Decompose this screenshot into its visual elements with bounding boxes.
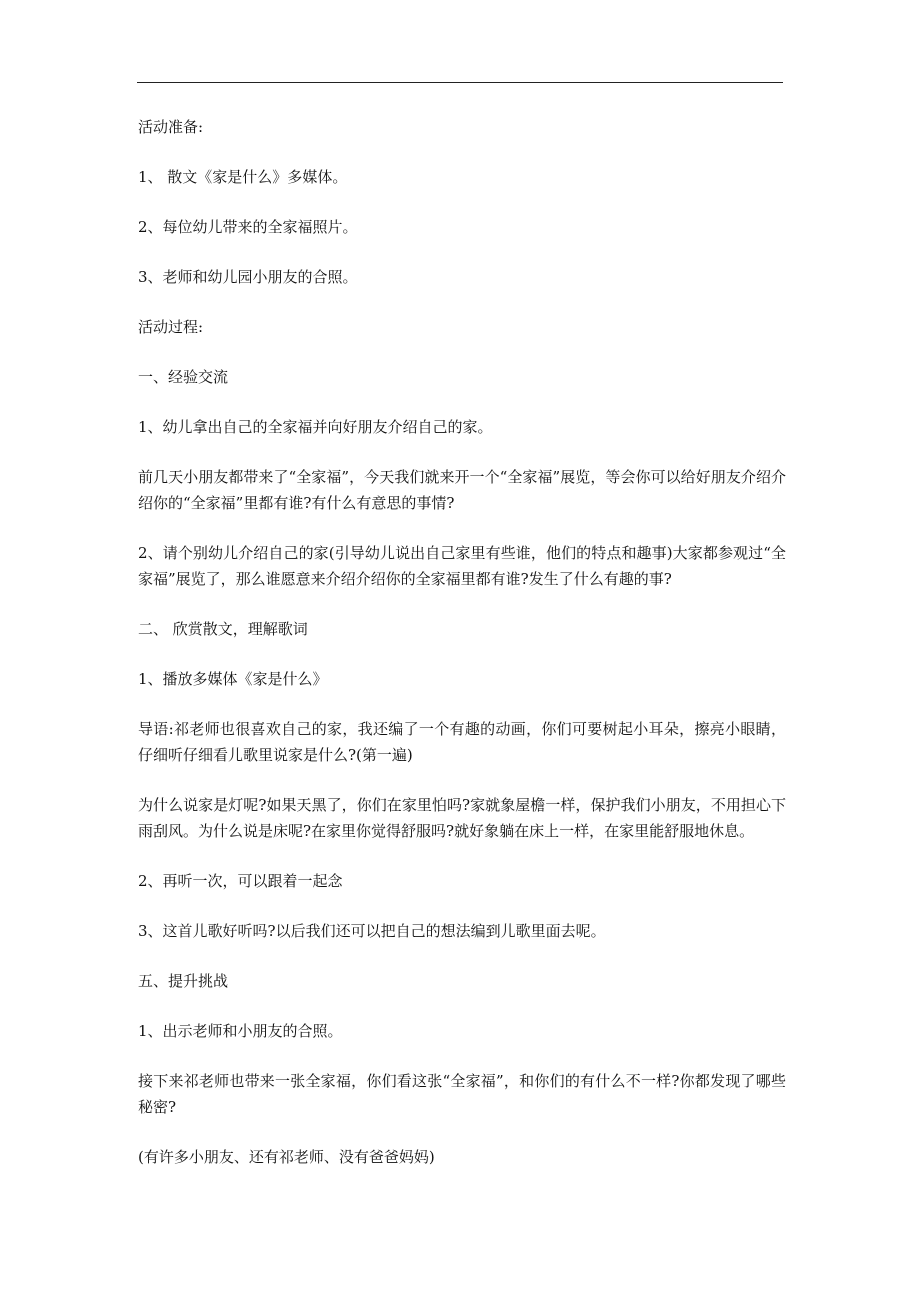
paragraph: 2、每位幼儿带来的全家福照片。	[138, 218, 358, 236]
paragraph: 一、经验交流	[138, 368, 229, 386]
header-rule	[137, 82, 783, 83]
paragraph: (有许多小朋友、还有祁老师、没有爸爸妈妈)	[138, 1148, 435, 1166]
paragraph: 接下来祁老师也带来一张全家福，你们看这张“全家福”，和你们的有什么不一样?你都发现了哪些秘密?	[138, 1072, 786, 1116]
paragraph: 导语:祁老师也很喜欢自己的家，我还编了一个有趣的动画，你们可要树起小耳朵，擦亮小眼睛，仔细听仔细看儿歌里说家是什么?(第一遍)	[138, 720, 786, 764]
paragraph: 3、老师和幼儿园小朋友的合照。	[138, 268, 358, 286]
paragraph: 1、幼儿拿出自己的全家福并向好朋友介绍自己的家。	[138, 418, 493, 436]
paragraph: 五、提升挑战	[138, 972, 229, 990]
paragraph: 为什么说家是灯呢?如果天黑了，你们在家里怕吗?家就象屋檐一样，保护我们小朋友，不用担心下雨刮风。为什么说是床呢?在家里你觉得舒服吗?就好象躺在床上一样，在家里能舒服地休息。	[138, 796, 786, 840]
paragraph: 二、 欣赏散文，理解歌词	[138, 620, 308, 638]
paragraph: 1、播放多媒体《家是什么》	[138, 670, 328, 688]
paragraph: 1、 散文《家是什么》多媒体。	[138, 168, 348, 186]
paragraph: 3、这首儿歌好听吗?以后我们还可以把自己的想法编到儿歌里面去呢。	[138, 922, 606, 940]
paragraph: 2、再听一次，可以跟着一起念	[138, 872, 343, 890]
paragraph: 2、请个别幼儿介绍自己的家(引导幼儿说出自己家里有些谁，他们的特点和趣事)大家都参观过“全家福”展览了，那么谁愿意来介绍介绍你的全家福里都有谁?发生了什么有趣的事?	[138, 544, 786, 588]
paragraph: 活动过程:	[138, 318, 204, 336]
paragraph: 1、出示老师和小朋友的合照。	[138, 1022, 343, 1040]
document-body	[138, 114, 786, 1194]
paragraph: 活动准备:	[138, 118, 204, 136]
paragraph: 前几天小朋友都带来了“全家福”，今天我们就来开一个“全家福”展览，等会你可以给好朋友介绍介绍你的“全家福”里都有谁?有什么有意思的事情?	[138, 468, 786, 512]
